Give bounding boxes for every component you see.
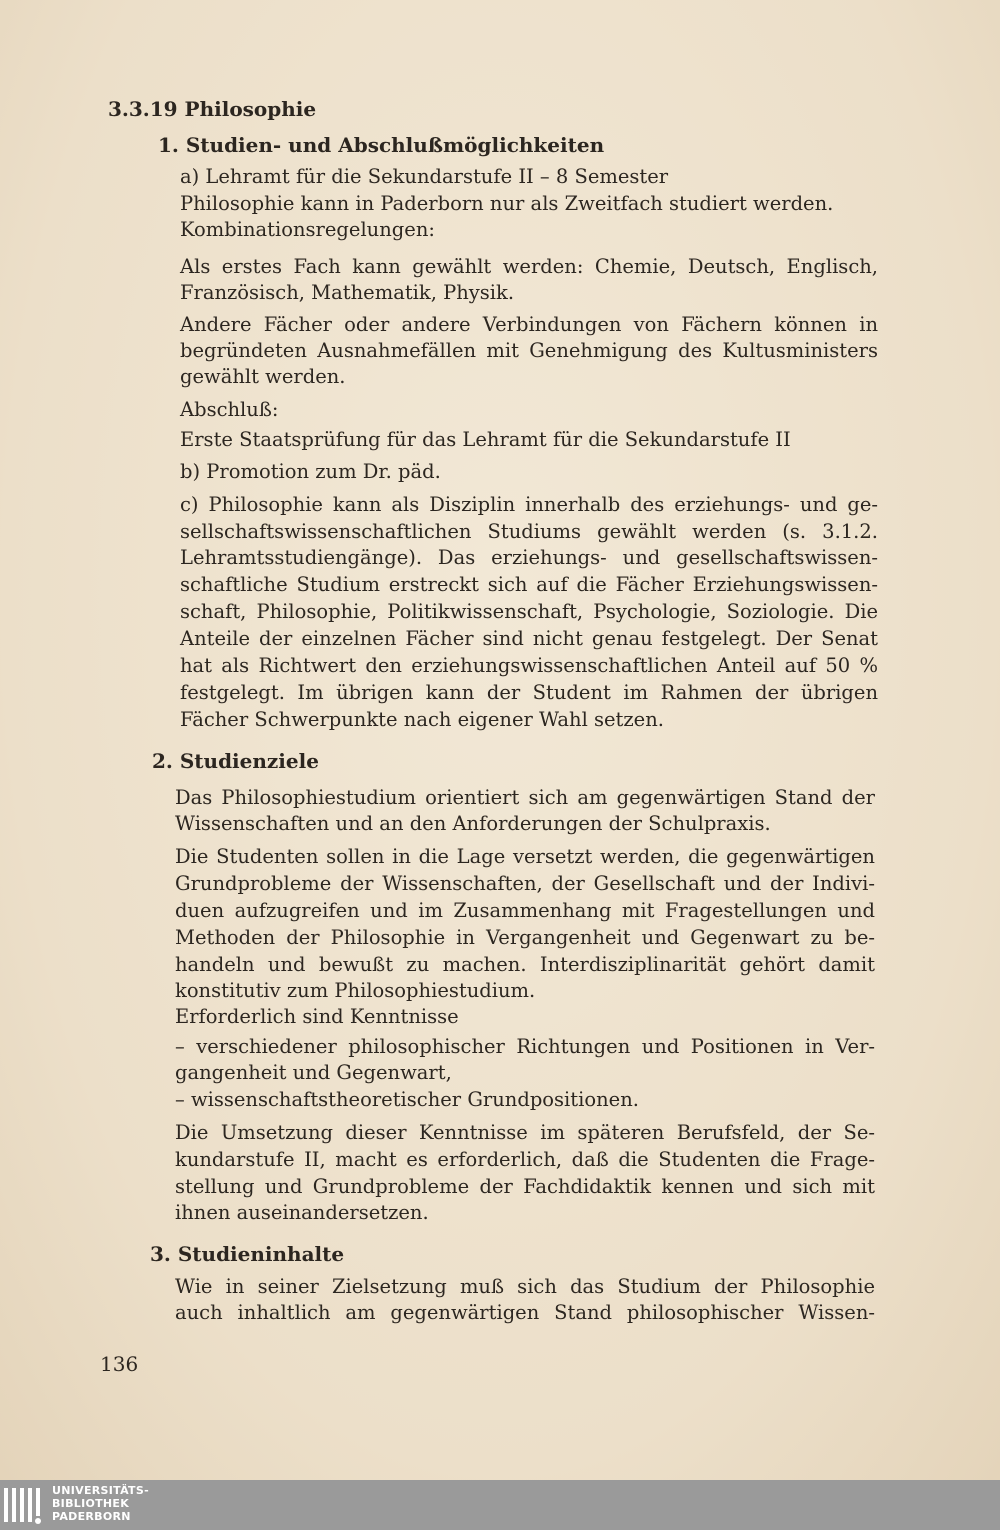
text-line: schaft, Philosophie, Politikwissenschaft, Psychologie, Soziologie. Die	[180, 600, 878, 623]
text-line: auch inhaltlich am gegenwärtigen Stand philosophischer Wissen-	[175, 1301, 875, 1324]
text-line: a) Lehramt für die Sekundarstufe II – 8 Semester	[180, 165, 669, 188]
text-line: begründeten Ausnahmefällen mit Genehmigung des Kultusministers	[180, 339, 878, 362]
text-line: Anteile der einzelnen Fächer sind nicht genau festgelegt. Der Senat	[180, 627, 878, 650]
text-line: – verschiedener philosophischer Richtungen und Positionen in Ver-	[175, 1035, 875, 1058]
text-line: Grundprobleme der Wissenschaften, der Gesellschaft und der Indivi-	[175, 872, 875, 895]
subsection-heading-2: 2. Studienziele	[152, 749, 319, 773]
text-line: Die Studenten sollen in die Lage versetzt werden, die gegenwärtigen	[175, 845, 875, 868]
text-line: kundarstufe II, macht es erforderlich, daß die Studenten die Frage-	[175, 1148, 875, 1171]
text-line: Wie in seiner Zielsetzung muß sich das Studium der Philosophie	[175, 1275, 875, 1298]
text-line: duen aufzugreifen und im Zusammenhang mit Fragestellungen und	[175, 899, 875, 922]
text-line: Wissenschaften und an den Anforderungen der Schulpraxis.	[175, 812, 771, 835]
text-line: gangenheit und Gegenwart,	[175, 1061, 452, 1084]
section-heading: 3.3.19 Philosophie	[108, 97, 317, 121]
subsection-heading-1: 1. Studien- und Abschlußmöglichkeiten	[158, 133, 605, 157]
text-line: Französisch, Mathematik, Physik.	[180, 281, 515, 304]
text-line: – wissenschaftstheoretischer Grundpositionen.	[175, 1088, 639, 1111]
text-line: ihnen auseinandersetzen.	[175, 1201, 429, 1224]
text-line: schaftliche Studium erstreckt sich auf die Fächer Erziehungswissen-	[180, 573, 878, 596]
text-line: Als erstes Fach kann gewählt werden: Chemie, Deutsch, Englisch,	[180, 255, 878, 278]
library-name-line: PADERBORN	[52, 1510, 131, 1523]
page-number: 136	[100, 1352, 139, 1376]
text-line: Abschluß:	[180, 398, 279, 421]
text-line: b) Promotion zum Dr. päd.	[180, 460, 441, 483]
text-line: Fächer Schwerpunkte nach eigener Wahl setzen.	[180, 708, 664, 731]
text-line: festgelegt. Im übrigen kann der Student im Rahmen der übrigen	[180, 681, 878, 704]
text-line: Das Philosophiestudium orientiert sich am gegenwärtigen Stand der	[175, 786, 875, 809]
text-line: Erforderlich sind Kenntnisse	[175, 1005, 459, 1028]
text-line: Philosophie kann in Paderborn nur als Zweitfach studiert werden.	[180, 192, 834, 215]
library-name-line: UNIVERSITÄTS-	[52, 1484, 149, 1497]
text-line: c) Philosophie kann als Disziplin innerhalb des erziehungs- und ge-	[180, 493, 878, 516]
text-line: konstitutiv zum Philosophiestudium.	[175, 979, 536, 1002]
text-line: handeln und bewußt zu machen. Interdisziplinarität gehört damit	[175, 953, 875, 976]
library-footer-bar	[0, 1480, 1000, 1530]
text-line: Die Umsetzung dieser Kenntnisse im späteren Berufsfeld, der Se-	[175, 1121, 875, 1144]
text-line: sellschaftswissenschaftlichen Studiums gewählt werden (s. 3.1.2.	[180, 520, 878, 543]
text-line: gewählt werden.	[180, 365, 346, 388]
text-line: Kombinationsregelungen:	[180, 218, 435, 241]
text-line: hat als Richtwert den erziehungswissenschaftlichen Anteil auf 50 %	[180, 654, 878, 677]
library-name-line: BIBLIOTHEK	[52, 1497, 130, 1510]
subsection-heading-3: 3. Studieninhalte	[150, 1242, 345, 1266]
text-line: Andere Fächer oder andere Verbindungen von Fächern können in	[180, 313, 878, 336]
text-line: Erste Staatsprüfung für das Lehramt für die Sekundarstufe II	[180, 428, 791, 451]
text-line: Lehramtsstudiengänge). Das erziehungs- und gesellschaftswissen-	[180, 546, 878, 569]
text-line: Methoden der Philosophie in Vergangenheit und Gegenwart zu be-	[175, 926, 875, 949]
text-line: stellung und Grundprobleme der Fachdidaktik kennen und sich mit	[175, 1175, 875, 1198]
